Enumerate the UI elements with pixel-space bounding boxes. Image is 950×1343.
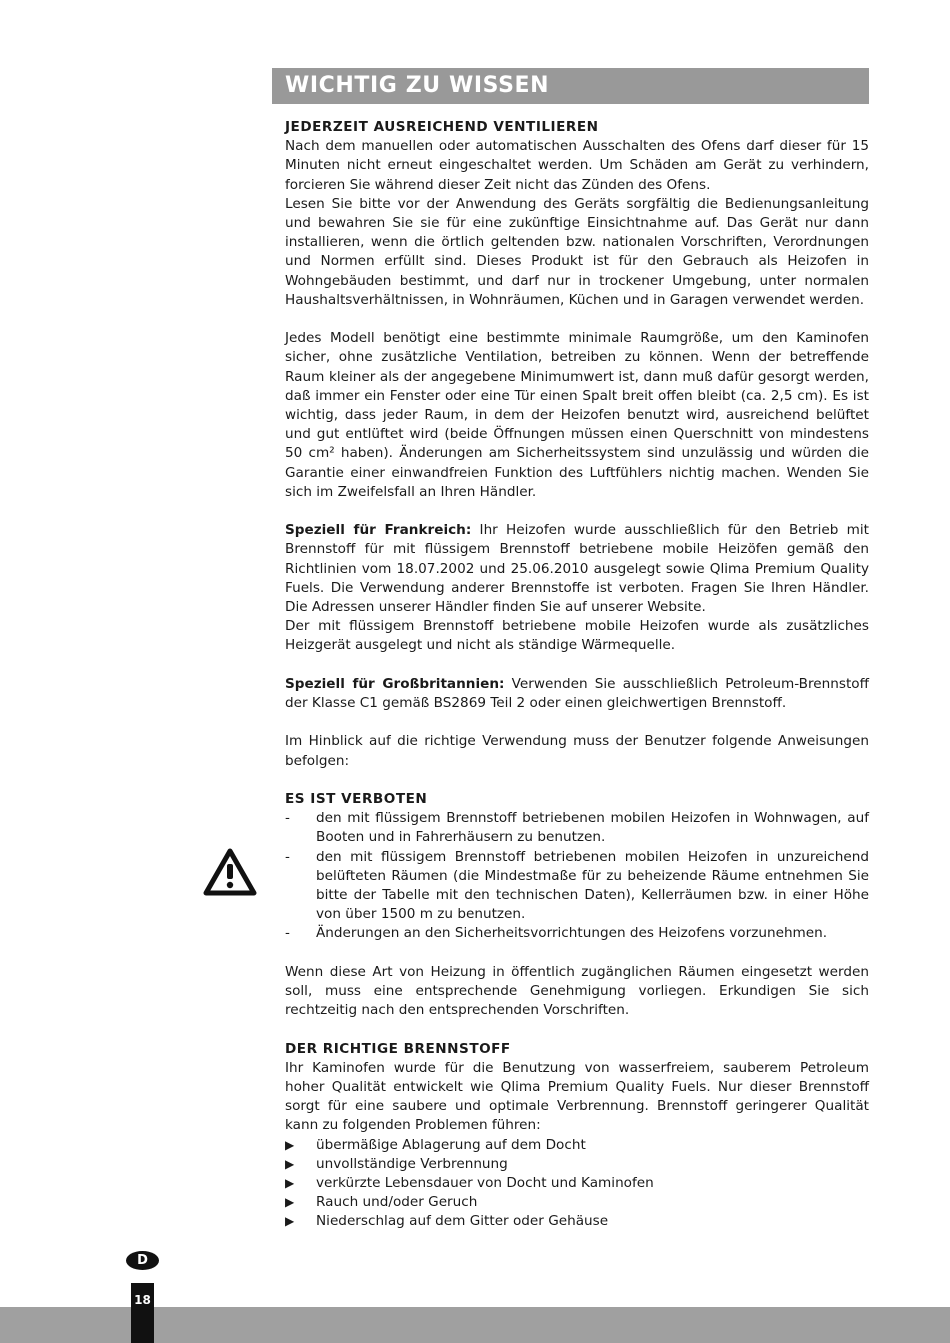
section-heading-ventilation: JEDERZEIT AUSREICHEND VENTILIEREN xyxy=(285,119,599,135)
list-item-text: Rauch und/oder Geruch xyxy=(316,1194,478,1211)
document-body xyxy=(285,118,869,1232)
france-label: Speziell für Frankreich: xyxy=(285,522,472,539)
page-number: 18 xyxy=(134,1293,151,1307)
uk-text: Verwenden Sie ausschließlich Petroleum-Brennstoff der Klasse C1 gemäß BS2869 Teil 2 oder einen gleichwertigen Brennstoff. xyxy=(285,675,869,712)
list-item-text: den mit flüssigem Brennstoff betriebenen mobilen Heizofen in unzureichend belüfteten Räumen (die Mindestmaße für zu beheizende Räume entnehmen Sie bitte der Tabelle mit den technischen Daten), Kellerräumen bzw. in einer Höhe von über 1500 m zu benutzen. xyxy=(316,848,869,923)
page-title-bar xyxy=(272,68,869,104)
arrow-bullet-icon: ▶ xyxy=(285,1137,295,1152)
list-item-text: übermäßige Ablagerung auf dem Docht xyxy=(316,1136,586,1153)
arrow-bullet-icon: ▶ xyxy=(285,1214,295,1229)
list-item xyxy=(285,1212,869,1231)
section-heading-forbidden: ES IST VERBOTEN xyxy=(285,791,428,808)
arrow-bullet-icon: ▶ xyxy=(285,1176,295,1191)
list-item-text: Niederschlag auf dem Gitter oder Gehäuse xyxy=(316,1213,609,1230)
language-badge: D xyxy=(126,1251,159,1270)
dash-marker: - xyxy=(285,848,290,865)
list-item-text: unvollständige Verbrennung xyxy=(316,1155,508,1172)
list-item xyxy=(285,1155,869,1174)
list-item xyxy=(285,1136,869,1155)
paragraph-room-size: Jedes Modell benötigt eine bestimmte minimale Raumgröße, um den Kaminofen sicher, ohne zusätzliche Ventilation, betreiben zu können. Wenn der betreffende Raum kleiner als der angegebene Minimumwert ist, dann muß dafür gesorgt werden, daß immer ein Fenster oder eine Tür einen Spalt breit offen bleibt (ca. 2,5 cm). Es ist wichtig, dass jeder Raum, in dem der Heizofen benutzt wird, ausreichend belüftet und gut entlüftet wird (beide Öffnungen müssen einen Querschnitt von mindestens 50 cm² haben). Änderungen am Sicherheitssystem sind unzulässig und würden die Garantie einer einwandfreien Funktion des Luftfühlers nichtig machen. Wenden Sie sich im Zweifelsfall an Ihren Händler. xyxy=(285,330,869,500)
uk-label: Speziell für Großbritannien: xyxy=(285,675,505,692)
dash-marker: - xyxy=(285,925,290,942)
paragraph-fuel-intro: Ihr Kaminofen wurde für die Benutzung von wasserfreiem, sauberem Petroleum hoher Qualität entwickelt wie Qlima Premium Quality Fuels. Nur dieser Brennstoff sorgt für eine saubere und optimale Verbrennung. Brennstoff geringerer Qualität kann zu folgenden Problemen führen: xyxy=(285,1059,869,1134)
list-item xyxy=(285,1193,869,1212)
list-item xyxy=(285,924,869,943)
list-item-text: den mit flüssigem Brennstoff betriebenen mobilen Heizofen in Wohnwagen, auf Booten und in Fahrerhäusern zu benutzen. xyxy=(316,810,869,846)
page-number-tab xyxy=(131,1283,154,1343)
page-title: WICHTIG ZU WISSEN xyxy=(285,73,550,98)
arrow-bullet-icon: ▶ xyxy=(285,1156,295,1171)
paragraph-restart: Nach dem manuellen oder automatischen Ausschalten des Ofens darf dieser für 15 Minuten nicht erneut eingeschaltet werden. Um Schäden am Gerät zu verhindern, forcieren Sie während dieser Zeit nicht das Zünden des Ofens. xyxy=(285,138,869,193)
warning-triangle-icon xyxy=(203,848,257,896)
paragraph-instructions: Lesen Sie bitte vor der Anwendung des Geräts sorgfältig die Bedienungsanleitung und bewahren Sie sie für eine zukünftige Einsichtnahme auf. Das Gerät nur dann installieren, wenn die örtlich geltenden bzw. nationalen Vorschriften, Verordnungen und Normen erfüllt sind. Dieses Produkt ist für den Gebrauch als Heizofen in Wohngebäuden bestimmt, und darf nur in trockener Umgebung, unter normalen Haushaltsverhältnissen, in Wohnräumen, Küchen und in Garagen verwendet werden. xyxy=(285,195,869,308)
list-item-text: verkürzte Lebensdauer von Docht und Kaminofen xyxy=(316,1175,654,1192)
section-heading-fuel: DER RICHTIGE BRENNSTOFF xyxy=(285,1040,511,1057)
paragraph-france-2: Der mit flüssigem Brennstoff betriebene mobile Heizofen wurde als zusätzliches Heizgerät ausgelegt und nicht als ständige Wärmequelle. xyxy=(285,618,869,654)
paragraph-france xyxy=(285,521,869,617)
list-item-text: Änderungen an den Sicherheitsvorrichtungen des Heizofens vorzunehmen. xyxy=(316,925,828,942)
arrow-bullet-icon: ▶ xyxy=(285,1195,295,1210)
france-text: Ihr Heizofen wurde ausschließlich für den Betrieb mit Brennstoff für mit flüssigem Brennstoff betriebene mobile Heizöfen gemäß den Richtlinien vom 18.07.2002 und 25.06.2010 ausgelegt sowie Qlima Premium Quality Fuels. Die Verwendung anderer Brennstoffe ist verboten. Fragen Sie Ihren Händler. Die Adressen unserer Händler finden Sie auf unserer Website. xyxy=(285,522,869,616)
paragraph-uk xyxy=(285,675,869,713)
list-item xyxy=(285,848,869,925)
list-item xyxy=(285,1174,869,1193)
list-item xyxy=(285,809,869,847)
dash-marker: - xyxy=(285,810,290,827)
paragraph-permit-note: Wenn diese Art von Heizung in öffentlich zugänglichen Räumen eingesetzt werden soll, muss eine entsprechende Genehmigung vorliegen. Erkundigen Sie sich rechtzeitig nach den entsprechenden Vorschriften. xyxy=(285,963,869,1019)
paragraph-usage-intro: Im Hinblick auf die richtige Verwendung muss der Benutzer folgende Anweisungen befolgen: xyxy=(285,733,869,769)
